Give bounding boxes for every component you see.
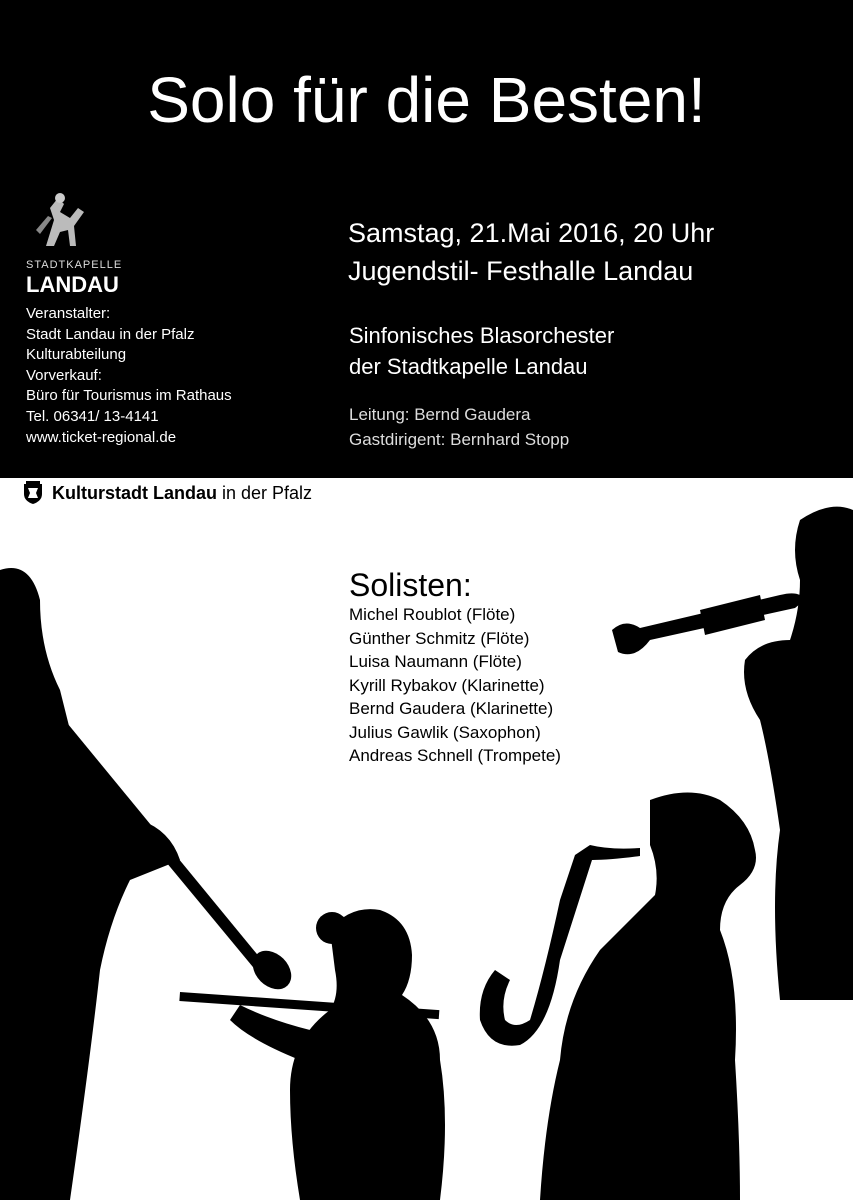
orchestra-line: der Stadtkapelle Landau <box>349 354 588 379</box>
list-item: Kyrill Rybakov (Klarinette) <box>349 675 545 695</box>
logo-subtitle: STADTKAPELLE <box>26 259 123 271</box>
poster-title: Solo für die Besten! <box>147 64 706 136</box>
orchestra-name <box>349 320 614 382</box>
header-band <box>0 0 853 478</box>
event-date: Samstag, 21.Mai 2016, 20 Uhr <box>348 218 715 248</box>
list-item: Andreas Schnell (Trompete) <box>349 746 561 765</box>
info-line: www.ticket-regional.de <box>26 428 177 446</box>
soloists-section <box>349 567 561 768</box>
list-item: Julius Gawlik (Saxophon) <box>349 722 541 742</box>
info-line: Büro für Tourismus im Rathaus <box>26 387 232 405</box>
list-item: Michel Roublot (Flöte) <box>349 605 516 624</box>
event-venue: Jugendstil- Festhalle Landau <box>348 256 694 286</box>
conductor-guest: Gastdirigent: Bernhard Stopp <box>349 430 570 449</box>
conductor-leitung: Leitung: Bernd Gaudera <box>349 405 531 424</box>
orchestra-line: Sinfonisches Blasorchester <box>349 323 615 348</box>
list-item: Günther Schmitz (Flöte) <box>349 628 530 648</box>
info-line: Vorverkauf: <box>26 366 102 384</box>
list-item: Bernd Gaudera (Klarinette) <box>349 699 554 718</box>
kulturstadt-bold: Kulturstadt Landau <box>52 483 217 503</box>
list-item: Luisa Naumann (Flöte) <box>349 652 522 671</box>
info-line: Stadt Landau in der Pfalz <box>26 325 195 343</box>
info-line: Tel. 06341/ 13-4141 <box>26 407 159 425</box>
info-line: Veranstalter: <box>26 305 111 322</box>
info-line: Kulturabteilung <box>26 346 127 364</box>
organizer-info <box>26 304 232 448</box>
kulturstadt-normal: in der Pfalz <box>222 483 313 503</box>
logo-title: LANDAU <box>26 272 119 297</box>
soloists-list <box>349 603 561 768</box>
soloists-heading: Solisten: <box>349 567 472 603</box>
event-details <box>348 214 714 290</box>
conductors <box>349 402 569 452</box>
musician-statue-icon <box>26 190 106 250</box>
